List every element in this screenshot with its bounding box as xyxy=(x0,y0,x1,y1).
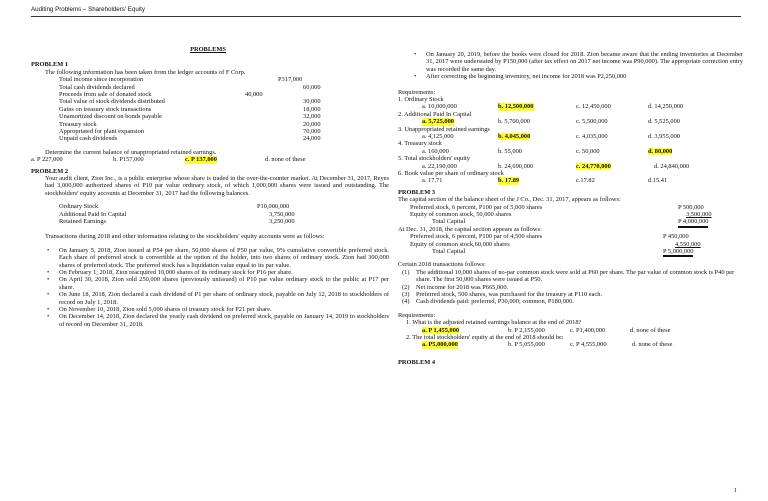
problem-1-choices xyxy=(31,156,389,163)
list-item-label: Total cash dividends declared xyxy=(59,83,135,91)
transactions-list xyxy=(398,269,743,306)
req-choice-b-answer: b. 4,045,000 xyxy=(498,132,531,140)
problem-2-bullets xyxy=(31,247,389,328)
list-item-label: Gains on treasury stock transactions xyxy=(59,105,152,113)
list-item: • On January 5, 2018, Zion issued at P54 per share, 50,000 shares of P50 par value, 9% cumulative convertible preferred stock. Each share of preferred stock is convertible at the option of the holder, into two shares of ordinary stock. Zion had 300,000 shares of preferred stock. The preferred stock has a liquidation value equal to its par value. xyxy=(45,247,389,269)
capital-label: Total Capital xyxy=(432,247,466,255)
list-item-label: Total income since incorporation xyxy=(59,76,144,84)
capital-amount: P 500,000 xyxy=(678,203,704,211)
problem-1-question: Determine the current balance of unappropriated retained earnings. xyxy=(45,148,217,156)
req-choice-b: b. 5,700,000 xyxy=(498,118,530,126)
capital-label: Preferred stock, 6 percent, P100 par of 4,500 shares xyxy=(410,233,543,241)
balance-label: Retained Earnings xyxy=(59,217,107,225)
capital-label: Preferred stock, 6 percent, P100 par of 5,000 shares xyxy=(410,203,543,211)
choice-d: d. none of these xyxy=(265,156,306,164)
problem-1-title: PROBLEM 1 xyxy=(31,61,69,69)
req-choice-b-answer: b. 17.89 xyxy=(498,177,520,185)
choice-a-answer: a. P 1,455,000 xyxy=(422,326,460,334)
problem-1-items xyxy=(31,76,389,143)
req-question: 2. Additional Paid In Capital xyxy=(398,110,472,118)
req-choice-a: a. 160,000 xyxy=(422,147,449,155)
choice-a-answer: a. P5,000,000 xyxy=(422,341,458,349)
req-choice-d: d. 5,525,000 xyxy=(648,118,680,126)
choice-c: c. P1,400,000 xyxy=(570,326,606,334)
req-choice-c: c. 12,450,000 xyxy=(576,103,611,111)
capital-label: Equity of common stock, 50,000 shares xyxy=(410,210,512,218)
req-choice-c-answer: c. 24,770,000 xyxy=(576,162,611,170)
p3-q2-choices xyxy=(398,341,743,348)
balance-amount: P10,000,000 xyxy=(257,203,290,211)
choice-d: d. none of these xyxy=(630,326,671,334)
transactions-title: Certain 2018 transactions follows: xyxy=(398,261,486,269)
req-choice-d-answer: d. 80,000 xyxy=(648,147,673,155)
problems-heading: PROBLEMS xyxy=(190,46,226,53)
req-choice-d: d. 14,250,000 xyxy=(648,103,684,111)
req-choice-b: b. 55,000 xyxy=(498,147,522,155)
req-choice-a: a. 10,000,000 xyxy=(422,103,457,111)
list-item-amount: 70,000 xyxy=(303,127,321,135)
problem-3-intro-2: At Dec. 31, 2018, the capital section appears as follows: xyxy=(398,225,542,233)
capital-total: P 4,000,000 xyxy=(678,218,708,227)
tx-number: (3) xyxy=(402,290,410,298)
balance-label: Ordinary Stock xyxy=(59,203,99,211)
tx-text: Cash dividends paid: preferred, P30,000; common, P180,000. xyxy=(416,298,574,306)
balance-amount: 3,250,000 xyxy=(269,217,295,225)
problem-2-title: PROBLEM 2 xyxy=(31,167,69,175)
list-item: • On June 18, 2018, Zion declared a cash dividend of P1 per share of ordinary stock, payable on July 12, 2018 to stockholders of record on July 1, 2018. xyxy=(45,291,389,306)
problem-2-transactions-intro: Transactions during 2018 and other information relating to the stockholders' equity accounts were as follows: xyxy=(45,233,325,241)
capital-label: Total Capital xyxy=(432,218,466,226)
problem-2-balances xyxy=(31,203,389,225)
req-choice-d: d.15.41 xyxy=(648,177,668,185)
p3-question-1: 1. What is the adjusted retained earnings balance at the end of 2018? xyxy=(406,319,582,327)
tx-number: (4) xyxy=(402,298,410,306)
list-item: • On April 30, 2018, Zion sold 250,000 shares (previously unissued) of P10 par value ordinary stock to the public at P17 per share. xyxy=(45,276,389,291)
req-choice-a: a. 22,190,000 xyxy=(422,162,457,170)
req-choice-a: a. 4,125,000 xyxy=(422,132,454,140)
p3-q1-choices xyxy=(398,327,743,334)
tx-number: (2) xyxy=(402,283,410,291)
choice-c-answer: c. P 137,000 xyxy=(185,156,217,164)
requirements-list xyxy=(398,96,743,185)
req-question: 3. Unappropriated retained earnings xyxy=(398,125,490,133)
capital-label: Equity of common stock,60,000 shares xyxy=(410,240,510,248)
list-item: • After correcting the beginning inventory, net income for 2018 was P2,250,000 xyxy=(412,73,743,80)
tx-text: Net income for 2018 was P665,000. xyxy=(416,283,509,291)
req-choice-a: a. 17.71 xyxy=(422,177,443,185)
capital-2017 xyxy=(398,204,743,226)
running-header: Auditing Problems – Shareholders' Equity xyxy=(31,6,145,13)
list-item-amount: 18,000 xyxy=(303,105,321,113)
req-choice-a-answer: a. 5,725,000 xyxy=(422,118,454,126)
list-item: • On February 1, 2018, Zion reacquired 10,000 shares of its ordinary stock for P16 per share. xyxy=(45,269,389,276)
req-choice-c: c.17.82 xyxy=(576,177,595,185)
capital-amount: 4,550,000 xyxy=(675,240,701,248)
problem-1-intro: The following information has been taken from the ledger accounts of F Corp. xyxy=(45,68,246,76)
list-item-amount: 32,000 xyxy=(303,113,321,121)
req-choice-b: b. 24,690,000 xyxy=(498,162,534,170)
list-item: • On December 14, 2018, Zion declared the yearly cash dividend on preferred stock, payable on January 14, 2019 to stockholders of record on December 31, 2018. xyxy=(45,313,389,328)
list-item-label: Unpaid cash dividends xyxy=(59,135,118,143)
list-item-label: Unamortized discount on bonds payable xyxy=(59,113,162,121)
list-item-amount: 40,000 xyxy=(245,91,263,98)
list-item-amount: 20,000 xyxy=(303,120,321,128)
capital-amount: P 450,000 xyxy=(663,233,689,241)
problem-4-title: PROBLEM 4 xyxy=(398,358,436,366)
req-choice-d: d. 3,955,000 xyxy=(648,132,680,140)
choice-c: c. P 4,555,000 xyxy=(570,341,607,349)
list-item-amount: 24,000 xyxy=(303,135,321,143)
choice-b: b. P 2,155,000 xyxy=(508,326,545,334)
capital-total: P 5,000,000 xyxy=(663,248,693,257)
list-item: • On January 20, 2019, before the books were closed for 2018. Zion became aware that the ending inventories at December 31, 2017 were understated by P150,000 (after tax effect on 2017 net income was P90,000). The appropriate correction entry was recorded the same day. xyxy=(412,51,743,73)
header-rule xyxy=(31,16,741,17)
choice-d: d. none of these xyxy=(632,341,673,349)
balance-amount: 3,750,000 xyxy=(269,210,295,218)
list-item-label: Treasury stock xyxy=(59,120,97,128)
list-item: • On November 10, 2018, Zion sold 5,000 shares of treasury stock for P21 per share. xyxy=(45,306,389,313)
list-item-amount: 60,000 xyxy=(303,83,321,91)
list-item-label: Proceeds from sale of donated stock xyxy=(59,91,152,98)
p3-question-2: 2. The total stockholders' equity at the end of 2018 should be: xyxy=(406,333,564,341)
req-question: 4. Treasury stock xyxy=(398,140,442,148)
balance-label: Additional Paid In Capital xyxy=(59,210,127,218)
req-choice-b-answer: b. 12,500,000 xyxy=(498,103,534,111)
problem-3-intro: The capital section of the balance sheet of the J Co., Dec. 31, 2017, appears as follows: xyxy=(398,196,621,204)
req-question: 6. Book value per share of ordinary stock xyxy=(398,169,504,177)
capital-amount: 3,500,000 xyxy=(686,210,712,218)
req-choice-c: c. 4,035,000 xyxy=(576,132,608,140)
right-column xyxy=(398,51,743,366)
list-item-label: Total value of stock dividends distributed xyxy=(59,98,165,106)
list-item-amount: 30,000 xyxy=(303,98,321,106)
req-choice-c: c. 50,000 xyxy=(576,147,600,155)
problem-3-title: PROBLEM 3 xyxy=(398,188,436,196)
list-item-label: Appropriated for plant expansion xyxy=(59,127,145,135)
problem-2-bullets-continued xyxy=(398,51,743,81)
req-choice-d: d. 24,840,000 xyxy=(654,162,690,170)
req-question: 5. Total stockholders' equity xyxy=(398,155,470,163)
choice-b: b. P157,000 xyxy=(113,156,144,164)
req-question: 1. Ordinary Stock xyxy=(398,96,444,104)
requirements-title: Requirements: xyxy=(398,311,436,319)
tx-text: The additional 10,000 shares of no-par common stock were sold at P60 per share. The par value of common stock is P40 per share. The first 50,000 shares were issued at P50. xyxy=(416,268,735,284)
left-column xyxy=(31,46,389,328)
list-item-amount: P317,000 xyxy=(278,76,303,84)
requirements-title: Requirements: xyxy=(398,88,436,96)
choice-b: b. P 5,055,000 xyxy=(508,341,545,349)
tx-text: Preferred stock, 500 shares, was purchased for the treasury at P110 each. xyxy=(416,290,603,298)
capital-2018 xyxy=(398,233,743,255)
problem-2-intro: Your audit client, Zion Inc., is a public enterprise whose share is traded in the over-the-counter market. At December 31, 2017, Reyes had 3,000,000 authorized shares of P10 par value ordinary stock, of which 1,000,000 shares were issued and outstanding. The stockholders' equity accounts at December 31, 2017 had the following balances. xyxy=(45,174,389,197)
tx-number: (1) xyxy=(402,268,410,276)
page-number: 1 xyxy=(733,487,737,494)
req-choice-c: c. 5,500,000 xyxy=(576,118,608,126)
choice-a: a. P 227,000 xyxy=(31,156,63,164)
